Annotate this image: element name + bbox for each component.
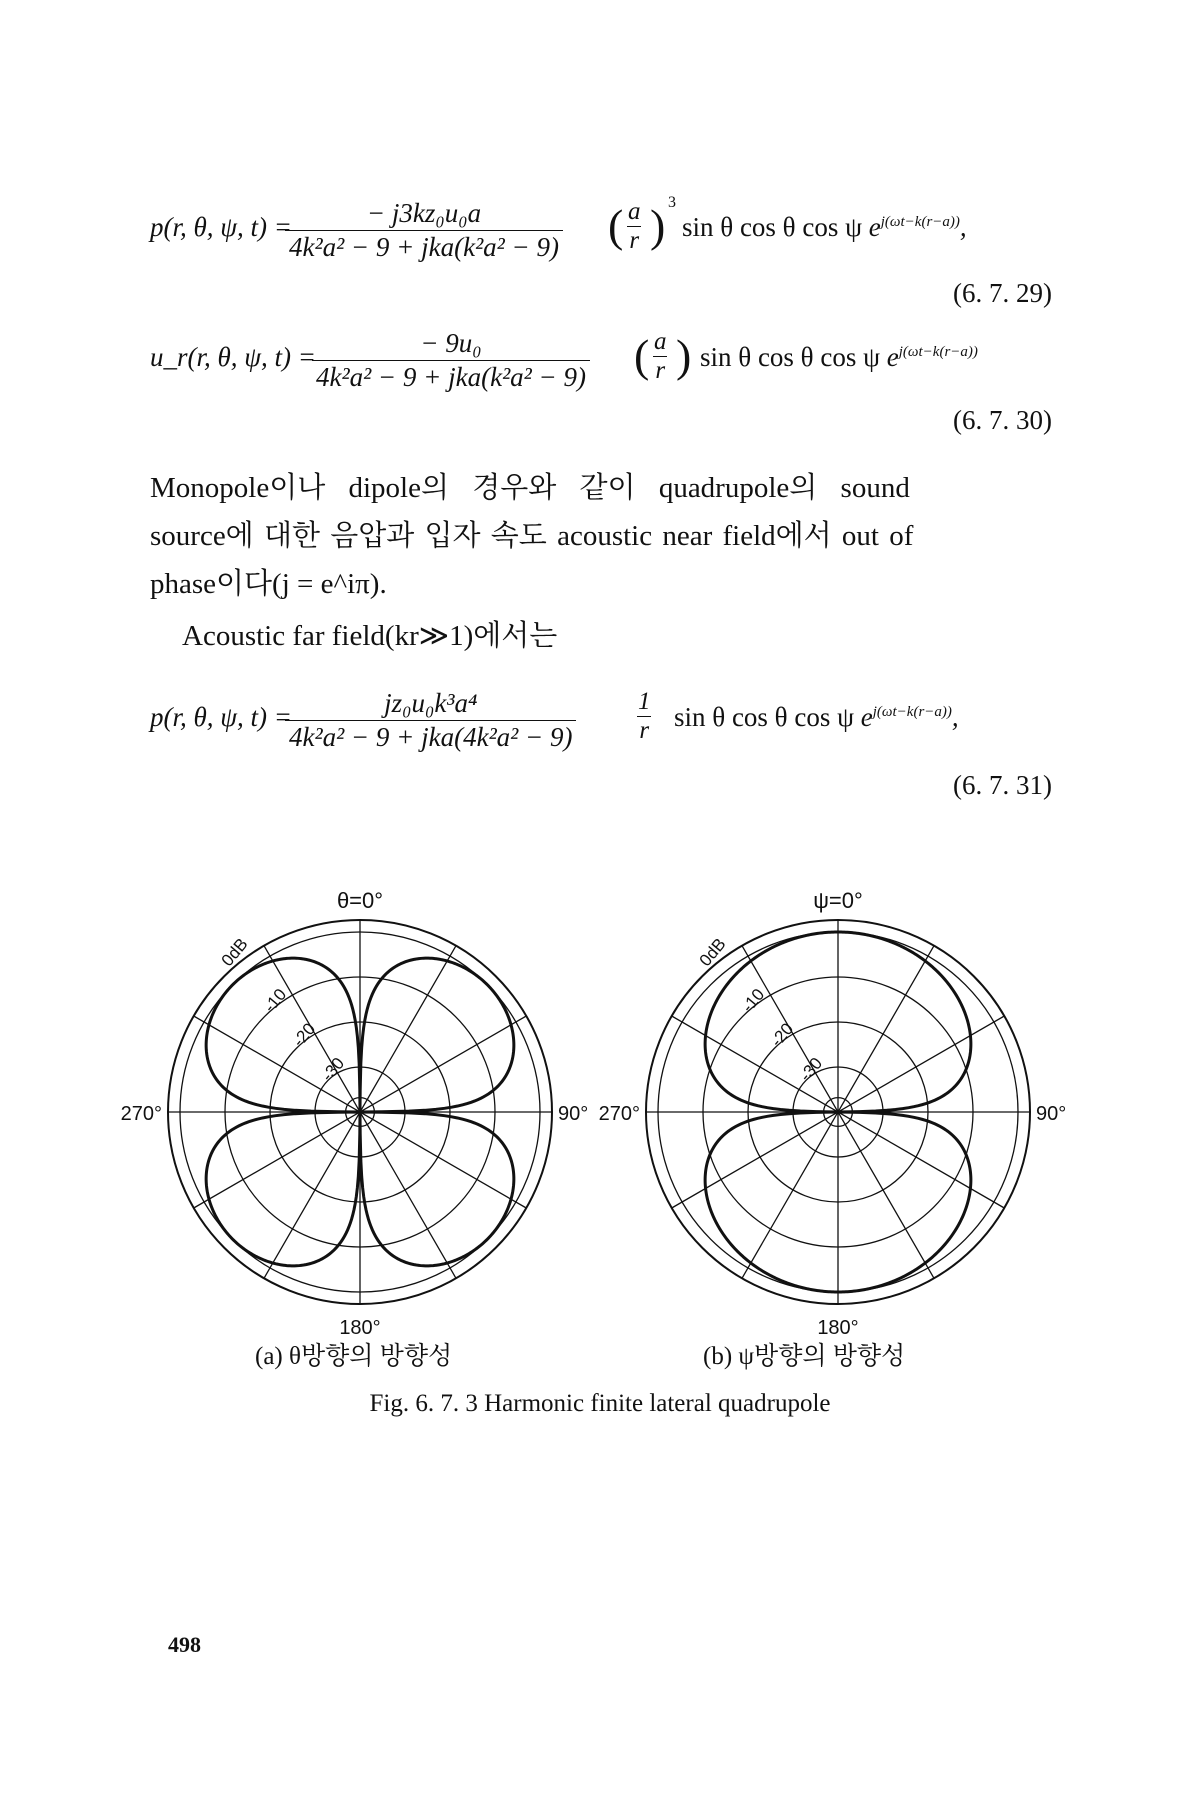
top-angle-label: θ=0°: [336, 888, 384, 913]
polar-plot-theta: [121, 888, 589, 1339]
equation-lhs: p(r, θ, ψ, t) =: [150, 702, 293, 732]
ring-db-label: -10: [737, 984, 769, 1016]
trailing-comma: ,: [951, 702, 959, 732]
left-angle-label: 270°: [120, 1103, 162, 1125]
text-line: phase이다(j = e^iπ).: [150, 568, 387, 600]
ring-db-label: -10: [259, 984, 291, 1016]
ring-db-label: -30: [317, 1053, 349, 1085]
paragraph-near-field: [150, 464, 1055, 608]
fraction-numerator: − 9u₀: [420, 328, 482, 358]
bottom-angle-label: 180°: [339, 1317, 381, 1339]
trig-term: sin θ cos θ cos ψ: [700, 342, 881, 372]
equation-main-fraction: [285, 688, 576, 753]
bottom-angle-label: 180°: [817, 1317, 859, 1339]
trig-term: sin θ cos θ cos ψ: [682, 212, 863, 242]
ring-db-label: -20: [766, 1019, 798, 1051]
equation-tail: [674, 702, 959, 733]
ring-db-label: 0dB: [695, 934, 730, 970]
factor-denominator: r: [655, 357, 666, 384]
equation-lhs: u_r(r, θ, ψ, t) =: [150, 342, 317, 372]
top-angle-label: ψ=0°: [813, 888, 863, 913]
trailing-comma: ,: [959, 212, 967, 242]
text-line: source에 대한 음압과 입자 속도 acoustic near field에서 out of: [150, 520, 914, 552]
right-angle-label: 90°: [558, 1103, 589, 1125]
page-number: 498: [168, 1632, 201, 1657]
equation-number: (6. 7. 29): [953, 278, 1052, 308]
factor-numerator: a: [628, 198, 641, 225]
equation-6-7-30: [150, 320, 1055, 400]
exp-base: e: [886, 342, 899, 372]
fraction-denominator: 4k²a² − 9 + jka(k²a² − 9): [312, 360, 590, 393]
factor-numerator: a: [654, 328, 667, 355]
left-angle-label: 270°: [598, 1103, 640, 1125]
ring-db-label: -20: [288, 1019, 320, 1051]
fraction-denominator: 4k²a² − 9 + jka(4k²a² − 9): [285, 720, 576, 753]
right-paren: ): [650, 200, 666, 251]
equation-6-7-31: [150, 680, 1055, 760]
exp-base: e: [860, 702, 873, 732]
paragraph-far-field: [182, 612, 1087, 660]
subcaption-b: (b) ψ방향의 방향성: [703, 1343, 906, 1370]
figure-caption: Fig. 6. 7. 3 Harmonic finite lateral quadrupole: [369, 1390, 831, 1417]
left-paren: (: [608, 200, 624, 251]
equation-number: (6. 7. 31): [953, 770, 1052, 800]
exp-base: e: [868, 212, 881, 242]
left-paren: (: [634, 330, 650, 381]
right-paren: ): [676, 330, 692, 381]
equation-lhs: p(r, θ, ψ, t) =: [150, 212, 293, 242]
factor-denominator: r: [629, 227, 640, 254]
factor-exponent: 3: [668, 194, 676, 211]
equation-tail: [682, 212, 967, 243]
equation-main-fraction: [312, 328, 590, 393]
text-line: Monopole이나 dipole의 경우와 같이 quadrupole의 sound: [150, 472, 910, 504]
fraction-denominator: 4k²a² − 9 + jka(k²a² − 9): [285, 230, 563, 263]
factor-numerator: 1: [638, 688, 651, 715]
exp-power: j(ωt−k(r−a)): [880, 214, 960, 230]
ring-db-label: -30: [795, 1053, 827, 1085]
factor-denominator: r: [639, 717, 650, 744]
factor-fraction: [652, 328, 669, 385]
subcaption-a: (a) θ방향의 방향성: [255, 1343, 453, 1370]
equation-tail: [700, 342, 978, 373]
equation-number: (6. 7. 30): [953, 405, 1052, 435]
exp-power: j(ωt−k(r−a)): [898, 344, 978, 360]
ring-db-label: 0dB: [217, 934, 252, 970]
fraction-numerator: jz₀u₀k³a⁴: [384, 688, 478, 718]
factor-fraction: [636, 688, 653, 745]
exp-power: j(ωt−k(r−a)): [872, 704, 952, 720]
trig-term: sin θ cos θ cos ψ: [674, 702, 855, 732]
polar-figure: [0, 880, 1200, 1370]
text-line: Acoustic far field(kr≫1)에서는: [182, 620, 558, 652]
polar-plot-psi: [599, 888, 1067, 1339]
equation-6-7-29: [150, 190, 1055, 270]
right-angle-label: 90°: [1036, 1103, 1067, 1125]
factor-fraction: [626, 198, 643, 255]
equation-main-fraction: [285, 198, 563, 263]
fraction-numerator: − j3kz₀u₀a: [366, 198, 482, 228]
